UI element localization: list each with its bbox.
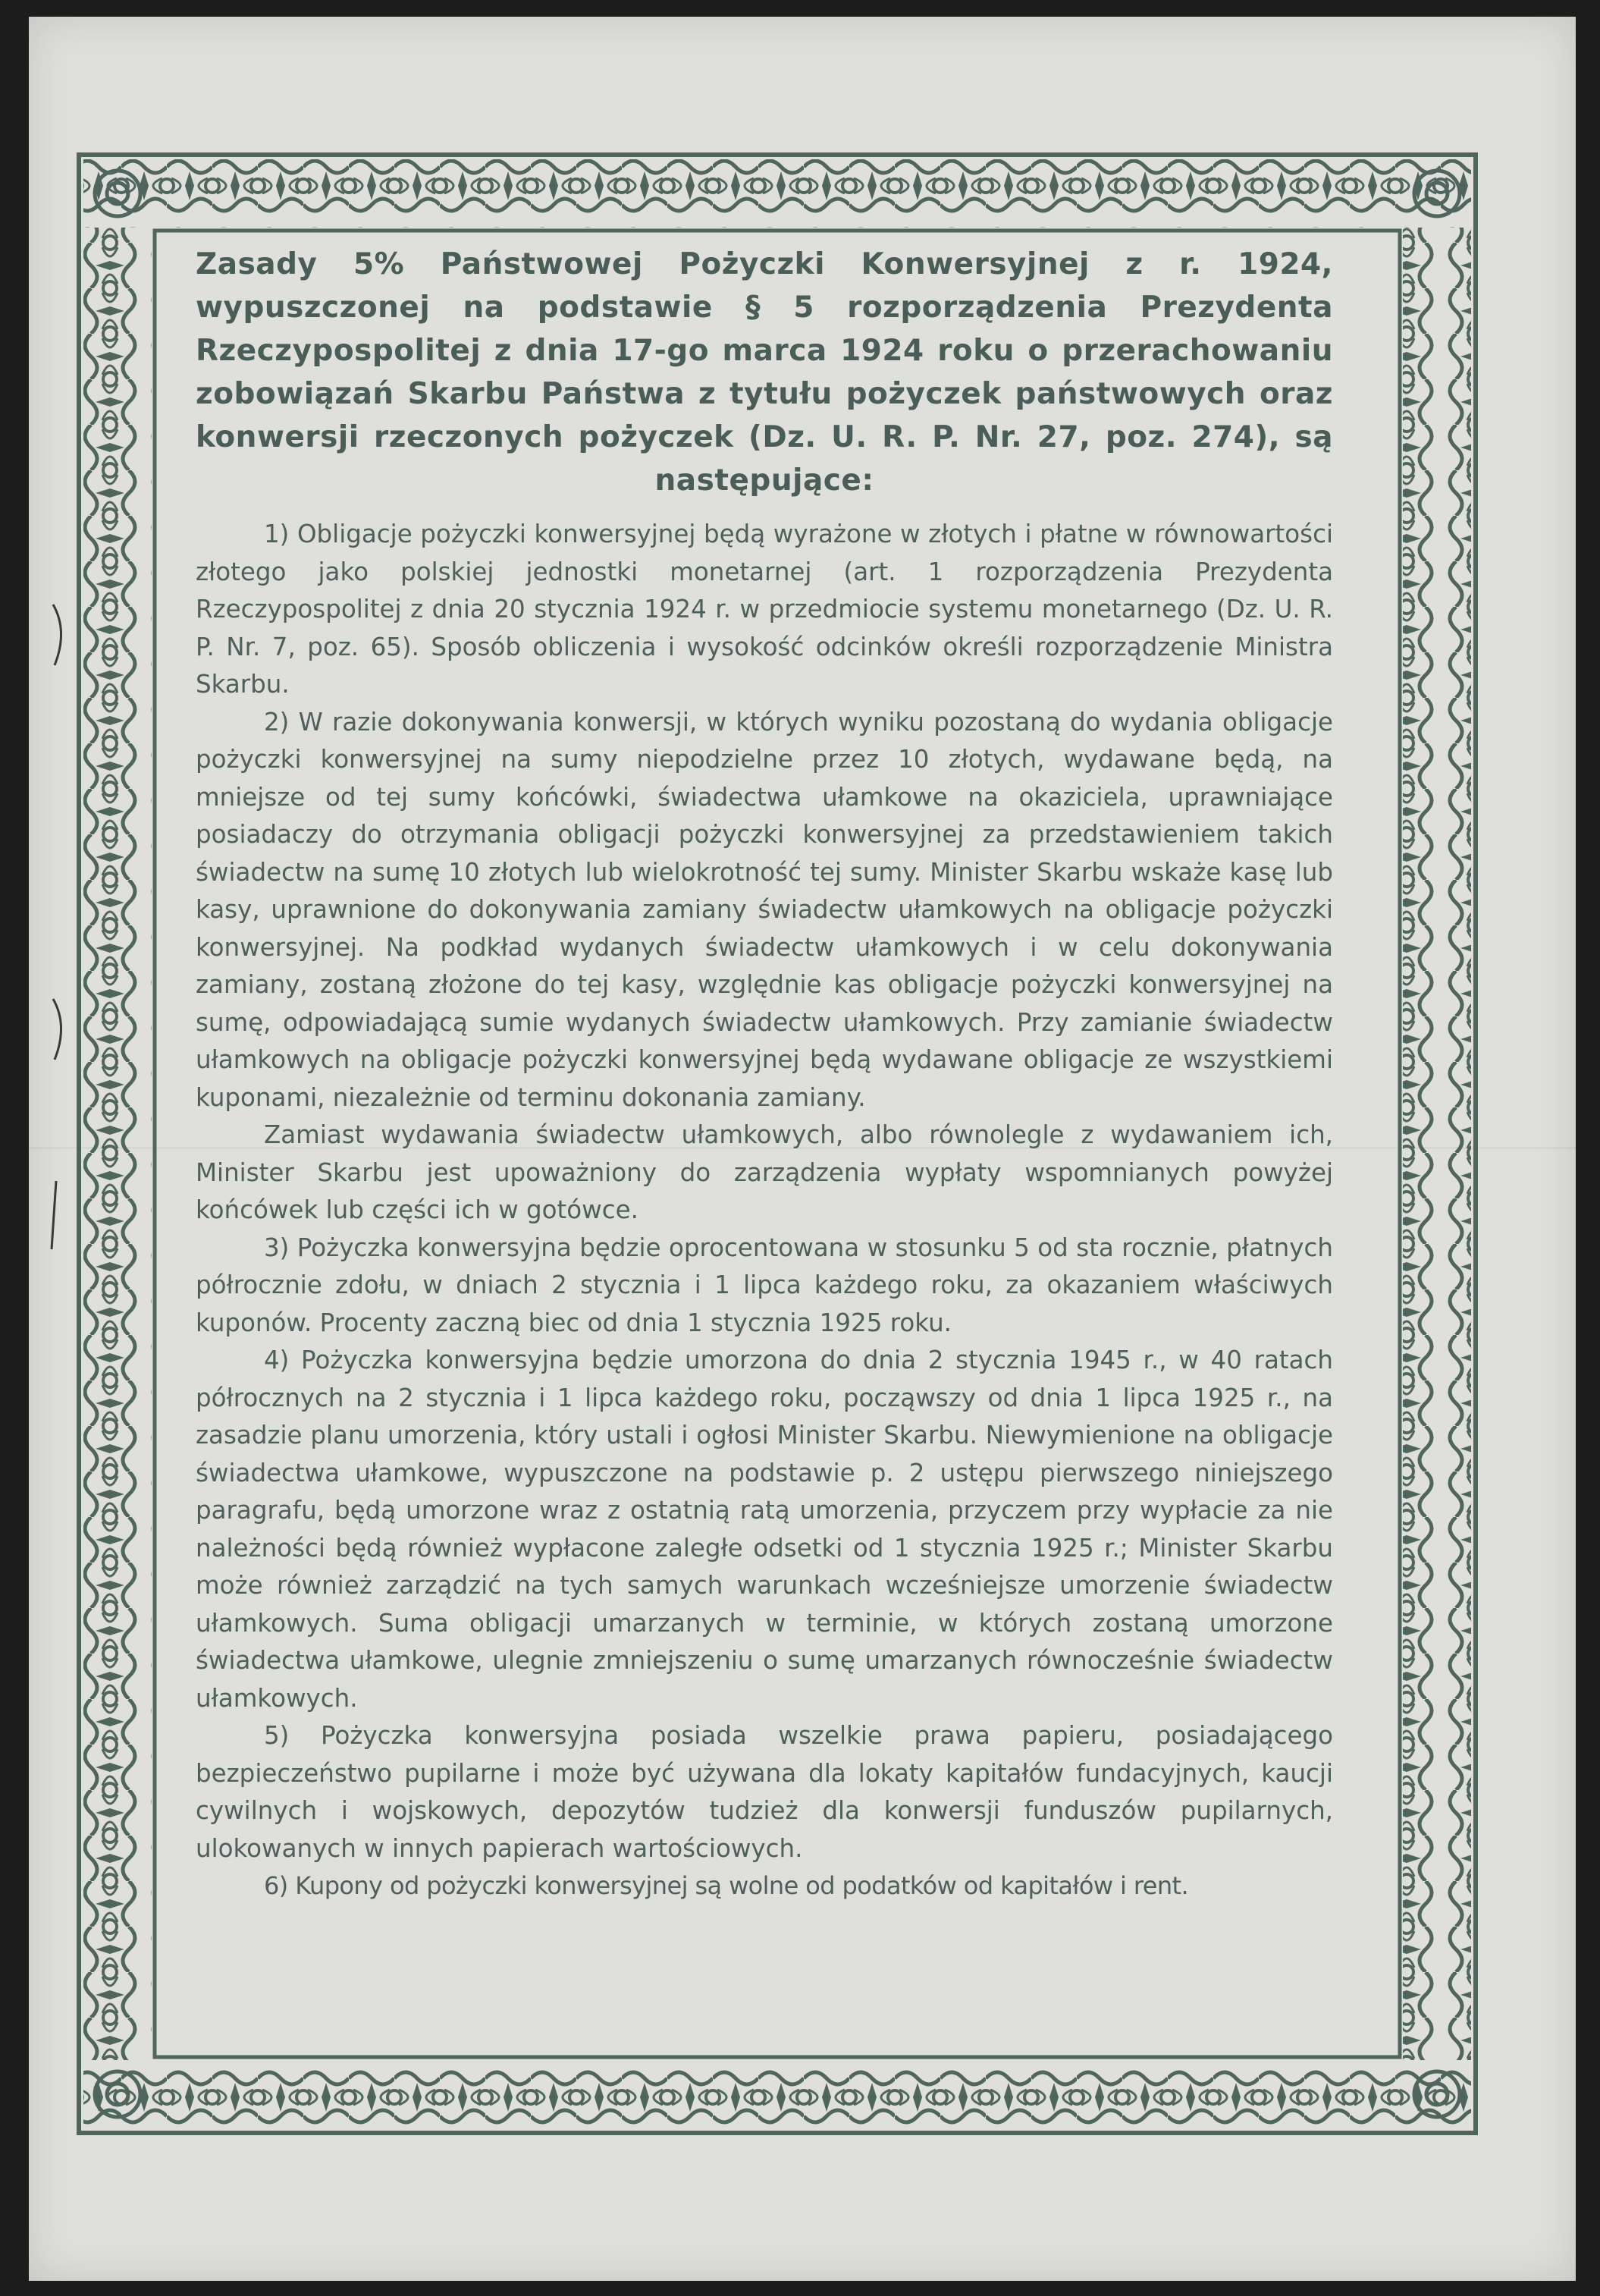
paragraph-2: 2) W razie dokonywania konwersji, w których wyniku pozostaną do wydania obligacje pożyczki konwersyjnej na sumy niepodzielne przez 10 złotych, wydawane będą, na mniejsze od tej sumy końcówki, świadectwa ułamkowe na okaziciela, uprawniające posiadaczy do otrzymania obligacji pożyczki konwersyjnej za przedstawieniem takich świadectw na sumę 10 złotych lub wielokrotność tej sumy. Minister Skarbu wskaże kasę lub kasy, uprawnione do dokonywania zamiany świadectw ułamkowych na obligacje pożyczki konwersyjnej. Na podkład wydanych świadectw ułamkowych i w celu dokonywania zamiany, zostaną złożone do tej kasy, względnie kas obligacje pożyczki konwersyjnej na sumę, odpowiadającą sumie wydanych świadectw ułamkowych. Przy zamianie świadectw ułamkowych na obligacje pożyczki konwersyjnej będą wydawane obligacje ze wszystkiemi kuponami, niezależnie od terminu dokonania zamiany. <box>196 707 1333 1112</box>
margin-mark <box>45 995 76 1063</box>
document-heading: Zasady 5% Państwowej Pożyczki Konwersyjnej z r. 1924, wypuszczonej na podstawie § 5 rozporządzenia Prezydenta Rzeczypospolitej z dnia 17-go marca 1924 roku o przerachowaniu zobowiązań Skarbu Państwa z tytułu pożyczek państwowych oraz konwersji rzeczonych pożyczek (Dz. U. R. P. Nr. 27, poz. 274), są następujące: <box>196 247 1333 498</box>
paragraph-2-addendum: Zamiast wydawania świadectw ułamkowych, albo równolegle z wydawaniem ich, Minister Skarbu jest upoważniony do zarządzenia wypłaty wspomnianych powyżej końcówek lub części ich w gotówce. <box>196 1120 1333 1224</box>
document-sheet <box>29 17 1576 2281</box>
margin-mark <box>45 601 76 669</box>
paragraph-4: 4) Pożyczka konwersyjna będzie umorzona do dnia 2 stycznia 1945 r., w 40 ratach półrocznych na 2 stycznia i 1 lipca każdego roku, począwszy od dnia 1 lipca 1925 r., na zasadzie planu umorzenia, który ustali i ogłosi Minister Skarbu. Niewymienione na obligacje świadectwa ułamkowe, wypuszczone na podstawie p. 2 ustępu pierwszego niniejszego paragrafu, będą umorzone wraz z ostatnią ratą umorzenia, przyczem przy wypłacie za nie należności będą również wypłacone zaległe odsetki od 1 stycznia 1925 r.; Minister Skarbu może również zarządzić na tych samych warunkach wcześniejsze umorzenie świadectw ułamkowych. Suma obligacji umarzanych w terminie, w których zostaną umorzone świadectwa ułamkowe, ulegnie zmniejszeniu o sumę umarzanych równocześnie świadectw ułamkowych. <box>196 1346 1333 1713</box>
paragraph-5: 5) Pożyczka konwersyjna posiada wszelkie prawa papieru, posiadającego bezpieczeństwo pupilarne i może być używana dla lokaty kapitałów fundacyjnych, kaucji cywilnych i wojskowych, depozytów tudzież dla konwersji funduszów pupilarnych, ulokowanych w innych papierach wartościowych. <box>196 1721 1333 1863</box>
paragraph-3: 3) Pożyczka konwersyjna będzie oprocentowana w stosunku 5 od sta rocznie, płatnych półrocznie zdołu, w dniach 2 stycznia i 1 lipca każdego roku, za okazaniem właściwych kuponów. Procenty zaczną biec od dnia 1 stycznia 1925 roku. <box>196 1233 1333 1337</box>
document-body <box>196 243 1333 2048</box>
paragraph-1: 1) Obligacje pożyczki konwersyjnej będą wyrażone w złotych i płatne w równowartości złotego jako polskiej jednostki monetarnej (art. 1 rozporządzenia Prezydenta Rzeczypospolitej z dnia 20 stycznia 1924 r. w przedmiocie systemu monetarnego (Dz. U. R. P. Nr. 7, poz. 65). Sposób obliczenia i wysokość odcinków określi rozporządzenie Ministra Skarbu. <box>196 520 1333 699</box>
margin-mark <box>42 1177 65 1253</box>
paragraph-6: 6) Kupony od pożyczki konwersyjnej są wolne od podatków od kapitałów i rent. <box>264 1871 1189 1900</box>
